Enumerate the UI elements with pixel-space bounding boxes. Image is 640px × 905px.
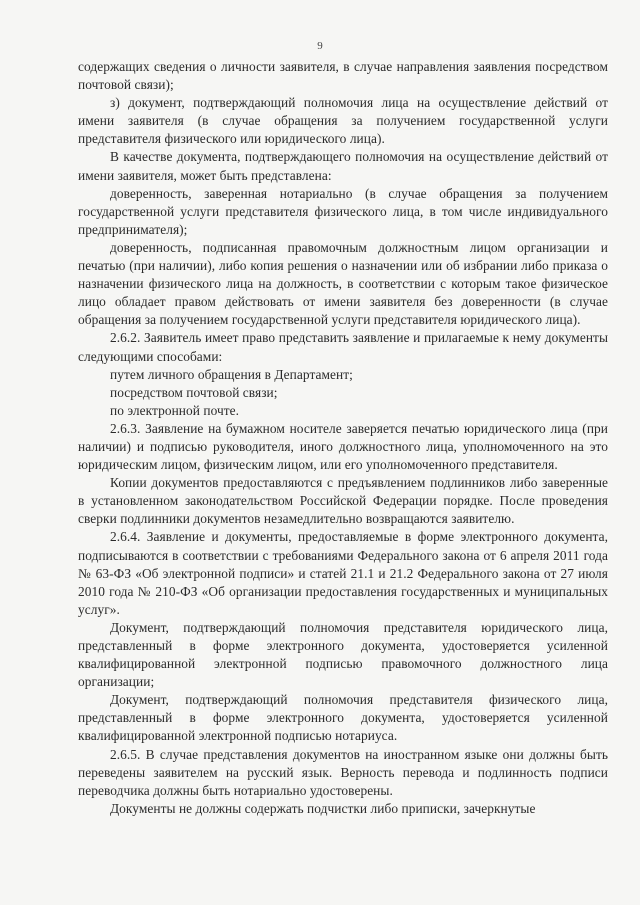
paragraph: 2.6.4. Заявление и документы, предоставляемые в форме электронного документа, подписываются в соответствии с требованиями Федерального закона от 6 апреля 2011 года № 63-ФЗ «Об электронной подписи» и статей 21.1 и 21.2 Федерального закона от 27 июля 2010 года № 210-ФЗ «Об организации предоставления государственных и муниципальных услуг». — [78, 529, 608, 617]
paragraph: Документ, подтверждающий полномочия представителя юридического лица, представленный в форме электронного документа, удостоверяется усиленной квалифицированной электронной подписью правомочного должностного лица организации; — [78, 619, 608, 690]
paragraph: доверенность, подписанная правомочным должностным лицом организации и печатью (при наличии), либо копия решения о назначении или об избрании либо приказа о назначении физического лица на должность, в соответствии с которым такое физическое лицо обладает правом действовать от имени заявителя без доверенности (в случае обращения за получением государственной услуги представителя юридического лица). — [78, 239, 608, 328]
page-number: 9 — [317, 40, 323, 52]
paragraph: посредством почтовой связи; — [110, 384, 278, 400]
paragraph: 2.6.5. В случае представления документов на иностранном языке они должны быть переведены заявителем на русский язык. Верность перевода и подлинность подписи переводчика должны быть нотариально удостоверены. — [78, 746, 608, 798]
paragraph: путем личного обращения в Департамент; — [110, 366, 353, 382]
paragraph: доверенность, заверенная нотариально (в случае обращения за получением государственной услуги представителя физического лица, в том числе индивидуального предпринимателя); — [78, 185, 608, 237]
paragraph: содержащих сведения о личности заявителя, в случае направления заявления посредством почтовой связи); — [78, 59, 608, 93]
paragraph: В качестве документа, подтверждающего полномочия на осуществление действий от имени заявителя, может быть представлена: — [78, 149, 608, 183]
paragraph: Документ, подтверждающий полномочия представителя физического лица, представленный в форме электронного документа, удостоверяется усиленной квалифицированной электронной подписью нотариуса. — [78, 692, 608, 744]
paragraph: по электронной почте. — [110, 402, 240, 418]
paragraph: 2.6.3. Заявление на бумажном носителе заверяется печатью юридического лица (при наличии) и подписью руководителя, иного должностного лица, уполномоченного на это юридическим лицом, физическим лицом, или его уполномоченного представителя. — [78, 420, 608, 473]
paragraph: Копии документов предоставляются с предъявлением подлинников либо заверенные в установленном законодательством Российской Федерации порядке. После проведения сверки подлинники документов незамедлительно возвращаются заявителю. — [78, 475, 608, 527]
paragraph: 2.6.2. Заявитель имеет право представить заявление и прилагаемые к нему документы следующими способами: — [78, 330, 608, 364]
paragraph: Документы не должны содержать подчистки либо приписки, зачеркнутые — [110, 800, 536, 816]
document-body — [78, 58, 608, 818]
paragraph: з) документ, подтверждающий полномочия лица на осуществление действий от имени заявителя (в случае обращения за получением государственной услуги представителя физического или юридического лица). — [78, 95, 608, 147]
